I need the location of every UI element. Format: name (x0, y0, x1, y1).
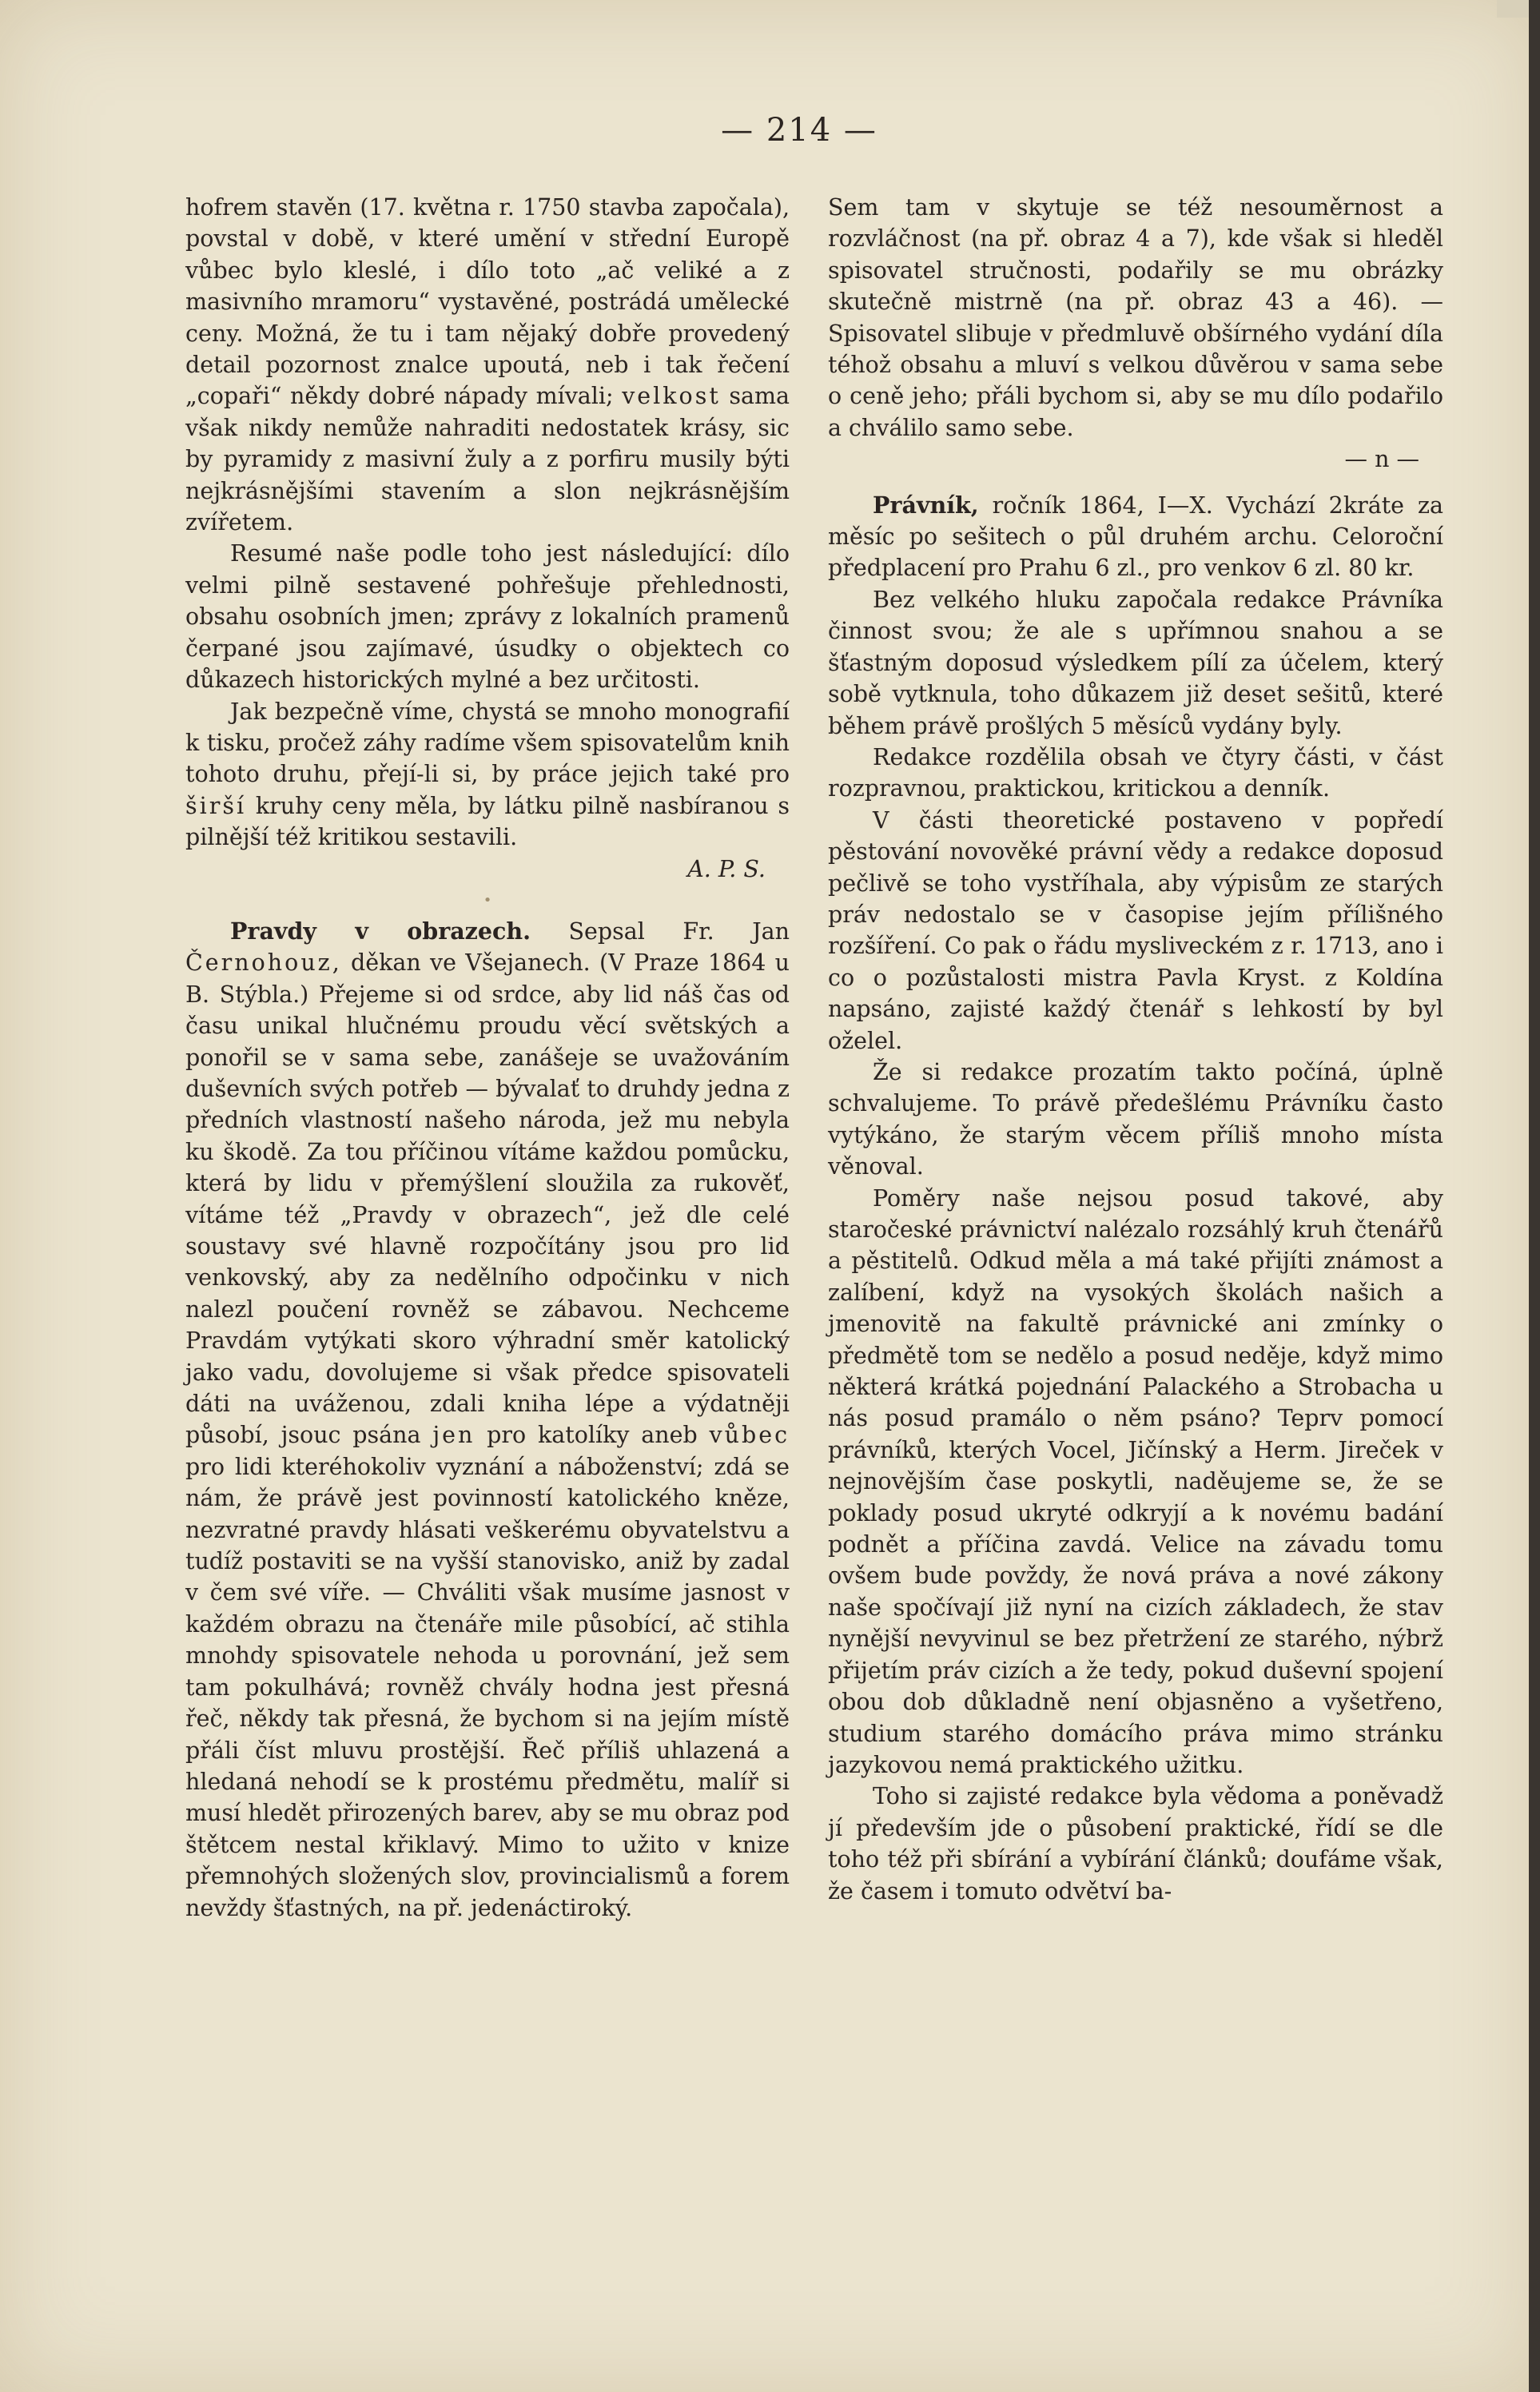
paragraph: Toho si zajisté redakce byla vědoma a poněvadž jí především jde o působení praktické, řídí se dle toho též při sbírání a vybírání článků; doufáme však, že časem i tomuto odvětví ba- (828, 1783, 1443, 1904)
paragraph: Že si redakce prozatím takto počíná, úplně schvalujeme. To právě předešlému Právníku často vytýkáno, že starým věcem příliš mnoho místa věnoval. (828, 1058, 1443, 1180)
paragraph: Poměry naše nejsou posud takové, aby staročeské právnictví nalézalo rozsáhlý kruh čtenářů a pěstitelů. Odkud měla a má také přijíti známost a zalíbení, když na vysokých školách našich a jmenovitě na fakultě právnické ani zmínky o předmětě tom se nedělo a posud neděje, když mimo některá krátká pojednání Palackého a Strobacha u nás posud pramálo o něm psáno? Teprv pomocí právníků, kterých Vocel, Jičínský a Herm. Jireček v nejnovějším čase poskytli, naděujeme se, že se poklady posud ukryté odkryjí a k novému badání podnět a příčina zavdá. Velice na závadu tomu ovšem bude povždy, že nová práva a nové zákony naše spočívají již nyní na cizích základech, že stav nynější nevyvinul se bez přetržení ze starého, nýbrž přijetím práv cizích a že tedy, pokud duševní spojení obou dob důkladně není objasněno a vyšetřeno, studium starého domácího práva mimo stránku jazykovou nemá praktického užitku. (828, 1184, 1443, 1778)
review-author: Černohouz, (185, 949, 342, 977)
review-paragraph: Právník, ročník 1864, I—X. Vychází 2kráte za měsíc po sešitech o půl druhém archu. Celoroční předplacení pro Prahu 6 zl., pro venkov 6 zl. 80 kr. (828, 491, 1443, 582)
paragraph: hofrem stavěn (17. května r. 1750 stavba započala), povstal v době, v které umění v střední Europě vůbec bylo kleslé, i dílo toto „ač veliké a z masivního mramoru“ vystavěné, postrádá umělecké ceny. Možná, že tu i tam nějaký dobře provedený detail pozornost znalce upoutá, neb i tak řečení „copaři“ někdy dobré nápady mívali; velkost sama však nikdy nemůže nahraditi nedostatek krásy, sic by pyramidy z masivní žuly a z porfiru musily býti nejkrásnějšími stavením a slon nejkrásnějším zvířetem. (185, 194, 790, 536)
review-title: Pravdy v obrazech. (230, 917, 531, 945)
paragraph: Bez velkého hluku započala redakce Právníka činnost svou; že ale s upřímnou snahou a se šťastným doposud výsledkem pílí za účelem, který sobě vytknula, toho důkazem již deset sešitů, které během právě prošlých 5 měsíců vydány byly. (828, 586, 1443, 739)
paragraph: V části theoretické postaveno v popředí pěstování novověké právní vědy a redakce doposud pečlivě se toho vystříhala, aby výpisům ze starých práv nedostalo se v časopise jejím přílišného rozšíření. Co pak o řádu mysliveckém z r. 1713, ano i co o pozůstalosti mistra Pavla Kryst. z Koldína napsáno, zajisté každý čtenář s lehkostí by byl oželel. (828, 806, 1443, 1054)
right-column (828, 192, 1443, 1907)
page-corner (1497, 0, 1529, 18)
spaced-word: velkost (622, 383, 721, 410)
paragraph: Resumé naše podle toho jest následující: dílo velmi pilně sestavené pohřešuje přehlednosti, obsahu osobních jmen; zprávy z lokalních pramenů čerpané jsou zajímavé, úsudky o objektech co důkazech historických mylné a bez určitosti. (185, 540, 790, 694)
section-gap (828, 476, 1443, 490)
section-dot: • (483, 891, 492, 909)
paragraph: Redakce rozdělila obsah ve čtyry části, v část rozpravnou, praktickou, kritickou a denník. (828, 743, 1443, 802)
page-binding-edge (1529, 0, 1540, 2392)
spaced-word: širší (185, 792, 247, 819)
spaced-word: vůbec (709, 1422, 790, 1449)
paragraph: Jak bezpečně víme, chystá se mnoho monografií k tisku, pročež záhy radíme všem spisovatelům knih tohoto druhu, přejí-li si, by práce jejich také pro širší kruhy ceny měla, by látku pilně nasbíranou s pilnější též kritikou sestavili. (185, 698, 790, 851)
left-column (185, 192, 790, 1924)
review-title: Právník, (873, 491, 979, 519)
spaced-word: jen (432, 1422, 476, 1449)
page-number: — 214 — (721, 112, 877, 149)
review-signature: — n — (1344, 446, 1419, 473)
review-signature: A. P. S. (687, 855, 766, 882)
paragraph: Sem tam v skytuje se též nesouměrnost a rozvláčnost (na př. obraz 4 a 7), kde však si hleděl spisovatel stručnosti, podařily se mu obrázky skutečně mistrně (na př. obraz 43 a 46). — Spisovatel slibuje v předmluvě obšírného vydání díla téhož obsahu a mluví s velkou důvěrou v sama sebe o ceně jeho; přáli bychom si, aby se mu dílo podařilo a chválilo samo sebe. (828, 194, 1443, 441)
review-paragraph: Pravdy v obrazech. Sepsal Fr. Jan Černohouz, děkan ve Všejanech. (V Praze 1864 u B. Stýbla.) Přejeme si od srdce, aby lid náš čas od času unikal hlučnému proudu věcí světských a ponořil se v sama sebe, zanášeje se uvažováním duševních svých potřeb — bývalať to druhdy jedna z předních vlastností našeho národa, jež mu nebyla ku škodě. Za tou příčinou vítáme každou pomůcku, která by lidu v přemýšlení sloužila za rukověť, vítáme též „Pravdy v obrazech“, jež dle celé soustavy své hlavně rozpočítány jsou pro lid venkovský, aby za nedělního odpočinku v nich nalezl poučení rovněž se zábavou. Nechceme Pravdám vytýkati skoro výhradní směr katolický jako vadu, dovolujeme si však předce spisovateli dáti na uváženou, zdali kniha lépe a výdatněji působí, jsouc psána jen pro katolíky aneb vůbec pro lidi kteréhokoliv vyznání a náboženství; zdá se nám, že právě jest povinností katolického kněze, nezvratné pravdy hlásati veškerému obyvatelstvu a tudíž postaviti se na vyšší stanovisko, aniž by zadal v čem své víře. — Chváliti však musíme jasnost v každém obrazu na čtenáře mile působící, ač stihla mnohdy spisovatele nehoda u porovnání, jež sem tam pokulhává; rovněž chvály hodna jest přesná řeč, někdy tak přesná, že bychom si na jejím místě přáli číst mluvu prostější. Řeč příliš uhlazená a hledaná nehodí se k prostému předmětu, malíř si musí hledět přirozených barev, aby se mu obraz pod štětcem nestal křiklavý. Mimo to užito v knize přemnohých složených slov, provincialismů a forem nevždy šťastných, na př. jedenáctiroký. (185, 917, 790, 1921)
